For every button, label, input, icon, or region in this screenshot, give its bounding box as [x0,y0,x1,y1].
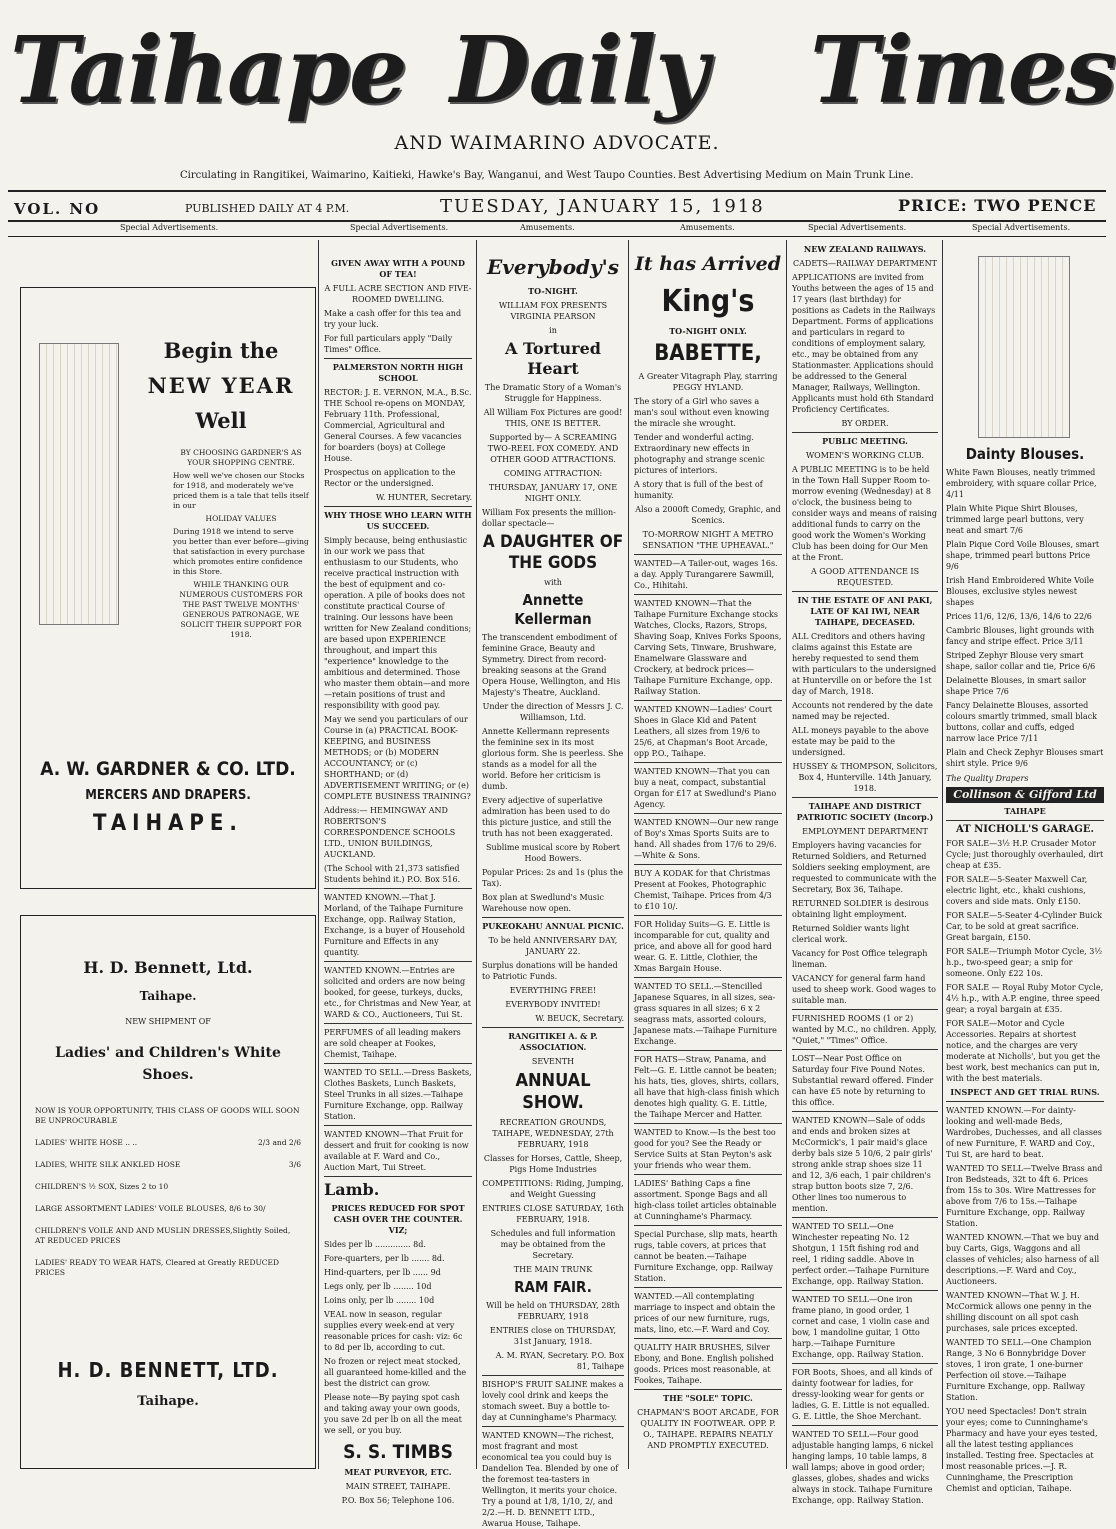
bennett-item-label: CHILDREN'S VOILE AND AND MUSLIN DRESSES,Slightly Soiled, AT REDUCED PRICES [35,1226,291,1245]
patriotic-text: Employers having vacancies for Returned Soldiers, and Returned Soldiers seeking employment, are requested to communicate with the Secretary, Box 36, Taihape. [792,841,937,894]
divider [792,591,938,592]
divider [634,813,782,814]
succeed-text: May we send you particulars of our Course in (a) PRACTICAL BOOK-KEEPING, and BUSINESS METHODS; or (b) MODERN ACCOUNTANCY; or (c) SHORTHAND; or (d) ADVERTISEMENT WRITING; or (e) COMPLETE BUSINESS TRAINING? [324,715,471,801]
divider [324,1023,472,1024]
classified-ad: WANTED TO SELL—One iron frame piano, in good order, 1 cornet and case, 1 violin case and bow, 1 mandoline guitar, 1 Otto harp.—Taihape Furniture Exchange, opp. Railway Station. [792,1295,930,1359]
divider [634,1225,782,1226]
lamb-price-item: Loins only, per lb ........ 10d [324,1296,435,1305]
divider [634,762,782,763]
bennett-item-price: 3/6 [288,1160,301,1169]
bennett-name: H. D. Bennett, Ltd. [83,958,253,977]
column-heading: Amusements. [520,223,575,232]
show-text: Classes for Horses, Cattle, Sheep, Pigs Home Industries [483,1154,623,1174]
succeed-heading: WHY THOSE WHO LEARN WITH US SUCCEED. [324,510,472,531]
babette-text: A Greater Vitagraph Play, starring PEGGY HYLAND. [638,372,778,392]
everybodys-title: Everybody's [486,255,620,279]
classified-ad: WANTED KNOWN—Our new range of Boy's Xmas Sports Suits are to hand. All shades from 17/6 to 29/6. —White & Sons. [634,818,779,860]
divider [634,594,782,595]
succeed-text: Address:— HEMINGWAY AND ROBERTSON'S CORRESPONDENCE SCHOOLS LTD., UNION BUILDINGS, AUCKLAND. [324,806,456,859]
bennett-item-price: 2/3 and 2/6 [257,1138,301,1147]
patriotic-heading: TAIHAPE AND DISTRICT PATRIOTIC SOCIETY (Incorp.) [796,801,934,822]
bennett-item-label: LARGE ASSORTMENT LADIES' VOILE BLOUSES, 8/6 to 30/ [35,1204,266,1213]
divider [634,864,782,865]
coming-text: William Fox presents the million-dollar spectacle— [482,508,616,528]
classified-ad: LOST—Near Post Office on Saturday four Five Pound Notes. Substantial reward offered. Finder can have £5 note by returning to this office. [792,1054,934,1107]
divider [482,1426,624,1427]
annette-text: Annette Kellermann represents the feminine sex in its most glorious form. She is peerless. She stands as a model for all the world. Before her criticism is dumb. [482,727,624,791]
classified-ad: WANTED TO SELL.—Stencilled Japanese Squares, in all sizes, sea-grass squares in all sizes; 6 x 2 seagrass mats, assorted colours, Japanese mats.—Taihape Furniture Exchange. [634,982,777,1046]
picnic-text: To be held ANNIVERSARY DAY, JANUARY 22. [488,936,618,956]
tea-ad-text: Make a cash offer for this tea and try your luck. [324,309,462,329]
masthead-word-times: Times [810,16,1116,124]
divider [634,1389,782,1390]
column-heading: Special Advertisements. [808,223,907,232]
divider [324,961,472,962]
column-head-rule [8,236,1106,237]
classified-ad: FURNISHED ROOMS (1 or 2) wanted by M.C., no children. Apply, "Quiet," "Times" Office. [792,1014,937,1045]
coming-date: THURSDAY, JANUARY 17, ONE NIGHT ONLY. [488,483,618,503]
bennett-item-label: LADIES' WHITE HOSE .. .. [35,1138,138,1147]
patriotic-text: VACANCY for general farm hand used to sheep work. Good wages to suitable man. [792,974,936,1005]
classified-ad: FOR Boots, Shoes, and all kinds of dainty footwear for ladies, for dressy-looking wear for gents or ladies, G. E. Little is not equalled. G. E. Little, the Shoe Merchant. [792,1368,933,1421]
column-divider [318,240,319,1469]
divider [792,1425,938,1426]
meeting-subheading: WOMEN'S WORKING CLUB. [805,451,925,460]
succeed-text: (The School with 21,373 satisfied Students behind it.) P.O. Box 516. [324,864,461,884]
blouse-item: Irish Hand Embroidered White Voile Blouses, exclusive styles newest shapes [946,576,1094,607]
picnic-text: Surplus donations will be handed to Patriotic Funds. [482,961,618,981]
babette-title: BABETTE, [654,341,762,366]
estate-text: ALL moneys payable to the above estate may be paid to the undersigned. [792,726,929,757]
in-label: in [549,326,557,335]
classified-list [946,1105,1104,1494]
bennett-town: Taihape. [139,989,197,1003]
picnic-text: EVERYTHING FREE! [509,986,597,995]
date-rule [8,220,1106,222]
classified-ad: WANTED KNOWN—That Fruit for dessert and fruit for cooking is now available at F. Ward and Co., Auction Mart, Tui Street. [324,1130,469,1172]
issue-price: PRICE: TWO PENCE [898,196,1097,215]
issue-date: TUESDAY, JANUARY 15, 1918 [440,196,765,217]
gardner-company-name: A. W. GARDNER & CO. LTD. [40,758,296,780]
bennett-opportunity: NOW IS YOUR OPPORTUNITY, THIS CLASS OF GOODS WILL SOON BE UNPROCURABLE [35,1106,300,1125]
annette-text: The transcendent embodiment of feminine Grace, Beauty and Symmetry. Direct from record-breaking seasons at the Grand Opera House, Wellington, and His Majesty's Theatre, Auckland. [482,633,621,697]
show-text: COMPETITIONS: Riding, Jumping, and Weight Guessing [482,1179,624,1199]
annette-name: Annette Kellerman [514,591,592,628]
divider [792,1217,938,1218]
column-3 [482,254,624,1528]
lamb-text: Please note—By paying spot cash and taking away your own goods, you save 2d per lb on all the meat we sell, or you buy. [324,1393,462,1435]
blouse-item: Cambric Blouses, light grounds with fancy and stripe effect. Price 3/11 [946,626,1095,646]
timbs-name: S. S. TIMBS [343,1441,453,1463]
divider [634,554,782,555]
picnic-signature: W. BEUCK, Secretary. [535,1014,624,1023]
show-text: Schedules and full information may be obtained from the Secretary. [490,1229,616,1260]
classified-ad: WANTED to Know.—Is the best too good for you? See the Ready or Service Suits at Stan Peyton's ask your friends who wear them. [634,1128,776,1170]
blouse-item: Plain White Pique Shirt Blouses, trimmed large pearl buttons, very neat and smart 7/6 [946,504,1084,535]
column-4 [634,252,782,1469]
blouse-price-list [946,467,1104,769]
bennett-item-label: CHILDREN'S ½ SOX, Sizes 2 to 10 [35,1182,169,1191]
divider [946,820,1104,821]
divider [324,1063,472,1064]
classified-ad: WANTED KNOWN—Ladies' Court Shoes in Glace Kid and Patent Leathers, all sizes from 19/6 to 25/6, at Chapman's Boot Arcade, opp P.O., Taihape. [634,705,772,758]
babette-text: Tender and wonderful acting. Extraordinary new effects in photography and strange scenic pictures of interiors. [634,433,765,475]
bennett-item [35,1226,301,1246]
ram-fair-title: RAM FAIR. [514,1278,592,1296]
bennett-item [35,1204,301,1214]
bennett-item [35,1258,301,1278]
timbs-contact: P.O. Box 56; Telephone 106. [341,1496,455,1505]
lamb-text: No frozen or reject meat stocked, all guaranteed home-killed and the best the district can grow. [324,1357,467,1388]
fox-presents: WILLIAM FOX PRESENTS VIRGINIA PEARSON [498,301,608,321]
tea-ad-heading: GIVEN AWAY WITH A POUND OF TEA! [331,258,465,279]
bennett-advertisement [20,915,316,1469]
timbs-address: MAIN STREET, TAIHAPE. [345,1482,451,1491]
patriotic-text: Returned Soldier wants light clerical work. [792,924,910,944]
show-text: RECREATION GROUNDS, TAIHAPE, WEDNESDAY, 27th FEBRUARY, 1918 [492,1118,614,1149]
garage-ad: FOR SALE—5-Seater 4-Cylinder Buick Car, to be sold at great sacrifice. Great bargain, £150. [946,911,1103,942]
column-divider [786,240,787,1469]
annual-show-title: ANNUAL SHOW. [515,1070,591,1113]
babette-text: TO-MORROW NIGHT A METRO SENSATION "THE UPHEAVAL." [642,530,774,550]
collinson-tagline: The Quality Drapers [946,774,1029,783]
bennett-headline: Ladies' and Children's White Shoes. [55,1045,281,1083]
gardner-town: TAIHAPE. [93,811,243,836]
divider [634,1338,782,1339]
lamb-price-item: Legs only, per lb ........ 10d [324,1282,432,1291]
railways-subheading: CADETS—RAILWAY DEPARTMENT [793,259,937,268]
garage-ad: FOR SALE—3½ H.P. Crusader Motor Cycle; just thoroughly overhauled, dirt cheap at £35. [946,839,1104,870]
lamb-heading: Lamb. [324,1180,380,1199]
divider [324,358,472,359]
column-divider [942,240,943,1469]
school-text: Prospectus on application to the Rector or the undersigned. [324,468,456,488]
divider [946,1101,1104,1102]
column-5 [792,244,938,1505]
divider [324,1125,472,1126]
patriotic-text: Vacancy for Post Office telegraph lineman. [792,949,928,969]
bennett-item [35,1160,301,1170]
blouse-item: Prices 11/6, 12/6, 13/6, 14/6 to 22/6 [946,612,1092,621]
lamb-subheading: PRICES REDUCED FOR SPOT CASH OVER THE COUNTER. VIZ; [331,1203,465,1235]
subtitle: AND WAIMARINO ADVOCATE. [394,132,720,154]
meeting-text: A PUBLIC MEETING is to be held in the Town Hall Supper Room to-morrow evening (Wednesday) at 8 o'clock, the business being to consider ways and means of raising additional funds to carry on the good work the Women's Working Club has been doing for Our Men at the Front. [792,465,938,562]
with-label: with [544,578,562,587]
bennett-footer-name: H. D. BENNETT, LTD. [57,1358,279,1382]
divider [634,1123,782,1124]
column-divider [628,240,629,1469]
classified-ad: PERFUMES of all leading makers are sold cheaper at Fookes, Chemist, Taihape. [324,1028,461,1059]
divider [792,1290,938,1291]
classified-ad: WANTED TO SELL—One Winchester repeating No. 12 Shotgun, 1 15ft fishing rod and reel, 1 riding saddle. Above in perfect order.—Taihape Furniture Exchange, opp. Railway Station. [792,1222,930,1286]
blouse-item: Striped Zephyr Blouse very smart shape, sailor collar and tie, Price 6/6 [946,651,1096,671]
masthead-word-taihape: Taihape [10,16,407,124]
bennett-item-label: LADIES' READY TO WEAR HATS, Cleared at Greatly REDUCED PRICES [35,1258,279,1277]
annette-text: Under the direction of Messrs J. C. Williamson, Ltd. [482,702,624,722]
school-signature: W. HUNTER, Secretary. [376,493,472,502]
divider [792,1009,938,1010]
gardner-heading-1: Begin the [163,338,279,363]
classified-ad: WANTED TO SELL—One Champion Range, 3 No 6 Bonnybridge Dover stoves, 1 iron grate, 1 one-burner Perfection oil stove.—Taihape Furniture Exchange, opp. Railway Station. [946,1338,1092,1402]
classified-ad: WANTED TO SELL—Twelve Brass and Iron Bedsteads, 32t to 4ft 6. Prices from 15s to 30s. Wire Mattresses for above from 7/6 to 15s.—Taihape Furniture Exchange, opp. Railway Station. [946,1164,1103,1228]
lamb-price-list [324,1239,472,1306]
ram-fair-signature: A. M. RYAN, Secretary. P.O. Box 81, Taihape [495,1351,624,1371]
divider [634,1287,782,1288]
everybodys-tonight: TO-NIGHT. [528,286,578,296]
bennett-item-list [21,1138,315,1278]
classified-ad: WANTED KNOWN—That the Taihape Furniture Exchange stocks Watches, Clocks, Razors, Strops, Shaving Soap, Knives Forks Spoons, Carving Sets, Tinware, Brushware, Enamelware Glassware and Crockery, at bedrock prices—Taihape Furniture Exchange, opp. Railway Station. [634,599,782,696]
sole-topic-heading: THE "SOLE" TOPIC. [663,1393,753,1403]
picnic-heading: PUKEOKAHU ANNUAL PICNIC. [482,921,624,931]
divider [792,432,938,433]
show-text: SEVENTH [531,1057,575,1066]
classified-ad: WANTED KNOWN—Sale of odds and ends and broken sizes at McCormick's, 1 pair maid's glace derby bals size 5 10/6, 2 pair girls' strong ankle strap shoes size 11 and 12, 3/6 each, 1 pair children's strap button boots size 7, 2/6. Other lines too numerous to mention. [792,1116,933,1213]
garage-list [946,838,1104,1084]
divider [792,1111,938,1112]
estate-text: Accounts not rendered by the date named may be rejected. [792,701,933,721]
classified-ad: WANTED KNOWN—That W. J. H. McCormick allows one penny in the shilling discount on all spot cash purchases, sale prices excepted. [946,1291,1092,1333]
gardner-heading-3: Well [195,408,247,433]
top-rule [8,190,1106,192]
classified-ad: QUALITY HAIR BRUSHES, Silver Ebony, and Bone. English polished goods. Prices most reasonable, at Fookes, Taihape. [634,1343,774,1385]
blouse-item: Fancy Delainette Blouses, assorted colours smartly trimmed, small black buttons, collar and cuffs, edged narrow lace Price 7/11 [946,701,1098,743]
film-text: All William Fox Pictures are good! THIS, ONE IS BETTER. [483,408,623,428]
railways-order: BY ORDER. [841,419,889,428]
classified-ad: WANTED.—All contemplating marriage to inspect and obtain the prices of our new furniture, rugs, mats, lino, etc.—F. Ward and Coy. [634,1292,776,1334]
divider [324,506,472,507]
divider [482,917,624,918]
divider [634,700,782,701]
classified-ad: WANTED KNOWN.—That we buy and buy Carts, Gigs, Waggons and all classes of vehicles; also harness of all descriptions.—F. Ward and Coy., Auctioneers. [946,1233,1100,1286]
tea-ad-text: A FULL ACRE SECTION AND FIVE-ROOMED DWELLING. [324,284,472,304]
estate-text: ALL Creditors and others having claims against this Estate are hereby requested to send them with particulars to the undersigned at Hunterville on or before the 1st day of March, 1918. [792,632,937,696]
circulation-line: Circulating in Rangitikei, Waimarino, Kaitieki, Hawke's Bay, Wanganui, and West Taupo Counties. [180,170,677,181]
classified-ad: YOU need Spectacles! Don't strain your eyes; come to Cunninghame's Pharmacy and have your eyes tested, all the latest testing appliances installed. Testing free. Spectacles at most reasonable prices.—J. R. Cunninghame, the Prescription Chemist and optician, Taihape. [946,1407,1098,1493]
lamb-price-item: Fore-quarters, per lb ....... 8d. [324,1254,445,1263]
tea-ad-text: For full particulars apply "Daily Times" Office. [324,334,453,354]
garage-ad: FOR SALE—5-Seater Maxwell Car, electric light, etc., khaki cushions, covers and side mats. Only £150. [946,875,1088,906]
succeed-text: Simply because, being enthusiastic in our work we pass that enthusiasm to our Students, who receive practical instruction with the best of equipment and co-operation. A pile of books does not constitute practical Course of training. Our lessons have been written for New Zealand conditions; are based upon EXPERIENCE throughout, and impart this "experience" knowledge to the ambitious and determined. Those who master them obtain—and more—retain positions of trust and responsibility with good pay. [324,536,472,710]
daughter-title: A DAUGHTER OF THE GODS [482,532,624,573]
arrived-heading: It has Arrived [634,253,782,275]
annette-text: Box plan at Swedlund's Music Warehouse now open. [482,893,604,913]
classified-ad: BISHOP'S FRUIT SALINE makes a lovely cool drink and keeps the stomach sweet. Buy a bottle to-day at Cunninghame's Pharmacy. [482,1380,624,1422]
masthead [10,8,1116,133]
patriotic-subheading: EMPLOYMENT DEPARTMENT [802,827,928,836]
lamb-text: VEAL now in season, regular supplies every week-end at very reasonable prices for cash: viz: 6c to 8d per lb, according to cut. [324,1310,463,1352]
column-heading: Special Advertisements. [120,223,219,232]
meeting-text: A GOOD ATTENDANCE IS REQUESTED. [810,567,920,587]
gardner-text: During 1918 we intend to serve you better than ever before—giving that satisfaction in every purchase which promotes entire confidence in this Store. [173,527,309,576]
classified-ad: WANTED KNOWN.—That J. Morland, of the Taihape Furniture Exchange, opp. Railway Station, Exchange, is a buyer of Household Furniture and Effects in any quantity. [324,893,466,957]
column-heading: Amusements. [680,223,735,232]
ram-fair-text: ENTRIES close on THURSDAY, 31st January, 1918. [489,1326,617,1346]
gardner-text: WHILE THANKING OUR NUMEROUS CUSTOMERS FOR THE PAST TWELVE MONTHS' GENEROUS PATRONAGE, WE SOLICIT THEIR SUPPORT FOR 1918. [179,580,303,639]
babette-text: The story of a Girl who saves a man's soul without even knowing the miracle she wrought. [634,397,770,428]
divider [634,1050,782,1051]
school-text: RECTOR: J. E. VERNON, M.A., B.Sc. THE School re-opens on MONDAY, February 11th. Professional, Commercial, Agricultural and General Courses. A few vacancies for boarders (boys) at College House. [324,388,472,463]
blouse-item: White Fawn Blouses, neatly trimmed embroidery, with square collar Price, 4/11 [946,468,1097,499]
classified-ad: BUY A KODAK for that Christmas Present at Fookes, Photographic Chemist, Taihape. Prices from 4/3 to £10 10/. [634,869,772,911]
divider [634,915,782,916]
column-heading: Special Advertisements. [350,223,449,232]
blouse-item: Plain and Check Zephyr Blouses smart shirt style. Price 9/6 [946,748,1104,768]
gardner-text: HOLIDAY VALUES [205,514,277,523]
classified-ad: WANTED TO SELL.—Dress Baskets, Clothes Baskets, Lunch Baskets, Steel Trunks in all sizes.—Taihape Furniture Exchange, opp. Railway Station. [324,1068,472,1121]
gardner-advertisement [20,287,316,889]
classified-ad: FOR HATS—Straw, Panama, and Felt—G. E. Little cannot be beaten; his hats, ties, gloves, shirts, collars, all have that high-class finish which denotes high quality. G. E. Little, the Taihape Mercer and Hatter. [634,1055,780,1119]
dainty-blouses-heading: Dainty Blouses. [965,445,1085,463]
divider [482,1027,624,1028]
collinson-town: TAIHAPE [1004,806,1046,816]
estate-heading: IN THE ESTATE OF ANI PAKI, LATE OF KAI IWI, NEAR TAIHAPE, DECEASED. [797,595,933,627]
classified-ad: FOR Holiday Suits—G. E. Little is incomparable for cut, quality and price, and above all for good hard wear. G. E. Little, Clothier, the Xmas Bargain House. [634,920,772,973]
blouse-item: Delainette Blouses, in smart sailor shape Price 7/6 [946,676,1086,696]
inspect-heading: INSPECT AND GET TRIAL RUNS. [950,1087,1100,1097]
railways-text: APPLICATIONS are invited from Youths between the ages of 15 and 17 years (last birthday) for positions as Cadets in the Railways Department. Forms of applications and particulars in regard to conditions of employment salary, etc., may be obtained from any Stationmaster. Applications should be addressed to the General Manager, Railways, Wellington. Applicants must hold 6th Standard Proficiency Certificates. [792,273,936,414]
lady-illustration [39,343,119,625]
kings-tonight: TO-NIGHT ONLY. [669,326,747,336]
bennett-shipment: NEW SHIPMENT OF [125,1017,211,1026]
lamb-price-item: Sides per lb .............. 8d. [324,1240,426,1249]
kings-title: King's [661,284,755,319]
gardner-trade: MERCERS AND DRAPERS. [85,788,251,803]
bennett-item [35,1138,301,1148]
picnic-text: EVERYBODY INVITED! [505,1000,601,1009]
divider [792,1363,938,1364]
garage-ad: FOR SALE — Royal Ruby Motor Cycle, 4½ h.p., with A.P. engine, three speed gear; a royal bargain at £35. [946,983,1104,1014]
divider [324,888,472,889]
gardner-text: How well we've chosen our Stocks for 1918, and moderately we've priced them is a tale that tells itself in our [173,471,309,510]
gardner-heading-2: NEW YEAR [147,373,295,398]
divider [634,977,782,978]
garage-heading: AT NICHOLL'S GARAGE. [956,824,1094,835]
show-text: ENTRIES CLOSE SATURDAY, 16th FEBRUARY, 1918. [482,1204,624,1224]
annette-text: Sublime musical score by Robert Hood Bowers. [486,843,620,863]
classified-ad: WANTED KNOWN—That you can buy a neat, compact, substantial Organ for £17 at Swedlund's Piano Agency. [634,767,777,809]
volume-number: VOL. NO [14,200,101,218]
bennett-item-label: LADIES, WHITE SILK ANKLED HOSE [35,1160,181,1169]
school-heading: PALMERSTON NORTH HIGH SCHOOL [332,362,464,383]
divider [324,1176,472,1177]
divider [792,1049,938,1050]
film-text: Supported by— A SCREAMING TWO-REEL FOX COMEDY. AND OTHER GOOD ATTRACTIONS. [487,433,619,464]
divider [482,1375,624,1376]
patriotic-text: RETURNED SOLDIER is desirous obtaining light employment. [792,899,929,919]
meeting-heading: PUBLIC MEETING. [822,436,908,446]
masthead-word-daily: Daily [450,16,708,124]
classified-ad: WANTED—A Tailer-out, wages 16s. a day. Apply Turangarere Sawmill, Co., Hihitahi. [634,559,778,590]
babette-text: A story that is full of the best of humanity. [634,480,763,500]
column-6 [946,244,1104,1493]
classified-ad: Special Purchase, slip mats, hearth rugs, table covers, at prices that cannot be beaten.—Taihape Furniture Exchange, opp. Railway Station. [634,1230,778,1283]
railways-heading: NEW ZEALAND RAILWAYS. [803,244,927,254]
show-heading: RANGITIKEI A. & P. ASSOCIATION. [508,1031,598,1052]
blouse-item: Plain Pique Cord Voile Blouses, smart shape, trimmed pearl buttons Price 9/6 [946,540,1100,571]
ram-fair-text: THE MAIN TRUNK [513,1265,593,1274]
blouse-illustration [978,256,1070,438]
garage-ad: FOR SALE—Triumph Motor Cycle, 3½ h.p., two-speed gear; a snip for someone. Only £22 10s. [946,947,1103,978]
divider [634,1174,782,1175]
collinson-logo: Collinson & Gifford Ltd [946,787,1104,803]
estate-signature: HUSSEY & THOMPSON, Solicitors, Box 4, Hunterville. 14th January, 1918. [792,762,938,793]
column-heading: Special Advertisements. [972,223,1071,232]
annette-text: Every adjective of superlative admiration has been used to do this picture justice, and still the truth has not been exaggerated. [482,796,613,838]
timbs-trade: MEAT PURVEYOR, ETC. [344,1467,452,1477]
classified-ad: LADIES' Bathing Caps a fine assortment. Sponge Bags and all high-class toilet articles obtainable at Cunninghame's Pharmacy. [634,1179,777,1221]
annette-text: Popular Prices: 2s and 1s (plus the Tax). [482,868,623,888]
classified-ad: WANTED KNOWN.—Entries are solicited and orders are now being booked, for geese, turkeys, ducks, etc., for Christmas and New Year, at WARD & CO., Auctioneers, Tui St. [324,966,471,1019]
ram-fair-text: Will be held on THURSDAY, 28th FEBRUARY, 1918 [486,1301,620,1321]
sole-topic-text: CHAPMAN'S BOOT ARCADE, FOR QUALITY IN FOOTWEAR. OPP. P. O., TAIHAPE. REPAIRS NEATLY AND PROMPTLY EXECUTED. [637,1408,779,1450]
divider [792,797,938,798]
classified-ad: WANTED TO SELL—Four good adjustable hanging lamps, 6 nickel hanging lamps, 10 table lamps, 8 wall lamps; above in good order; glasses, globes, shades and wicks always in stock. Taihape Furniture Exchange, opp. Railway Station. [792,1430,934,1505]
film-title: A Tortured Heart [505,339,601,378]
column-2 [324,258,472,1505]
classified-ad: WANTED KNOWN—The richest, most fragrant and most economical tea you could buy is Dandelion Tea. Blended by one of the foremost tea-tasters in Wellington, it merits your choice. Try a pound at 1/8, 1/10, 2/, and 2/2.—H. D. BENNETT LTD., Awarua House, Taihape. [482,1431,619,1528]
babette-text: Also a 2000ft Comedy, Graphic, and Scenics. [635,505,781,525]
published-daily: PUBLISHED DAILY AT 4 P.M. [185,202,350,215]
lamb-price-item: Hind-quarters, per lb ...... 9d [324,1268,441,1277]
garage-ad: FOR SALE—Motor and Cycle Accessories. Repairs at shortest notice, and the charges are very moderate at Nicholls', but you get the best work, best mechanics can put in, with the best materials. [946,1019,1101,1083]
column-divider [476,240,477,1469]
classified-ad: WANTED KNOWN.—For dainty-looking and well-made Beds, Wardrobes, Duchesses, and all classes of new Furniture, F. WARD and Coy., Tui St, are hard to beat. [946,1106,1102,1159]
bennett-footer-town: Taihape. [137,1394,199,1409]
coming-attraction: COMING ATTRACTION: [503,469,603,478]
film-text: The Dramatic Story of a Woman's Struggle for Happiness. [484,383,622,403]
bennett-item [35,1182,301,1192]
gardner-text: BY CHOOSING GARDNER'S AS YOUR SHOPPING CENTRE. [180,448,302,467]
best-medium-line: Best Advertising Medium on Main Trunk Line. [678,170,914,181]
